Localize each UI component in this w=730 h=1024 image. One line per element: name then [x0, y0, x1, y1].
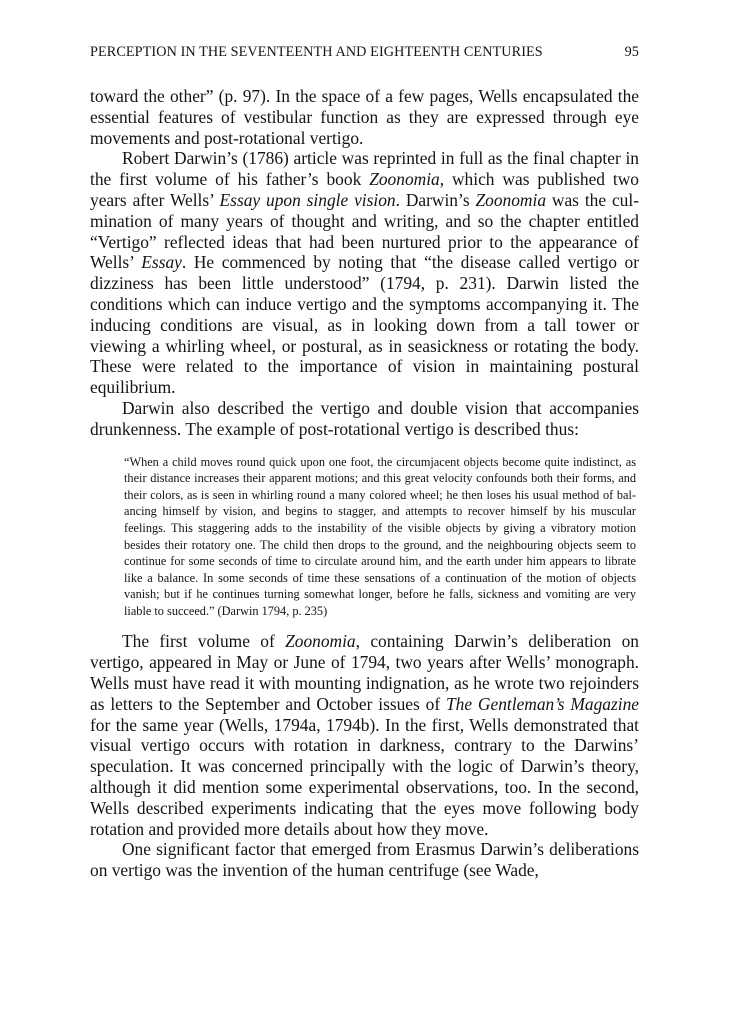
paragraph	[90, 631, 639, 839]
text-run: Darwin also described the vertigo and double vision that accompanies drunkenness. The example of post-rotational vertigo is described thus:	[90, 397, 639, 439]
paragraph	[90, 398, 639, 440]
body-text	[90, 86, 639, 881]
italic-text: Zoonomia	[475, 189, 547, 210]
text-run: One significant factor that emerged from Erasmus Darwin’s deliberations on vertigo was the invention of the human centrifuge (see Wade,	[90, 839, 639, 881]
paragraph	[90, 839, 639, 881]
text-run: , which was published two years after Wells’	[90, 169, 639, 210]
text-run: “When a child moves round quick upon one foot, the circumjacent objects become quite indistinct, as their distance increases their apparent motions; and this great velocity confounds both their forms, and their colors, as is seen in whirling round a many colored wheel; he then loses his usual method of balancing himself by vision, and begins to stagger, and attempts to recover himself by his muscular feelings. This staggering adds to the instability of the visible objects by giving a vibratory motion besides their rotatory one. The child then drops to the ground, and the neighbouring objects seem to continue for some seconds of time to circulate around him, and the earth under him appears to librate like a balance. In some seconds of time these sensations of a continuation of the motion of objects vanish; but if he continues turning somewhat longer, before he falls, sickness and vomiting are very liable to succeed.” (Darwin 1794, p. 235)	[124, 454, 636, 618]
italic-text: Essay upon single vision	[219, 189, 396, 210]
block-quote	[124, 454, 636, 620]
paragraph	[90, 148, 639, 398]
text-run: , containing Darwin’s deliberation on vertigo, appeared in May or June of 1794, two years after Wells’ monograph. Wells must have read it with mounting indignation, as he wrote two rejoinders as letters to the September and October issues of	[90, 631, 639, 714]
italic-text: Essay	[141, 252, 182, 273]
running-head-title: PERCEPTION IN THE SEVENTEENTH AND EIGHTEENTH CENTURIES	[90, 44, 543, 60]
text-run: was the culmination of many years of thought and writing, and so the chapter entitled “Vertigo” reflected ideas that had been nurtured prior to the appearance of Wells’	[90, 189, 639, 273]
text-run: . Darwin’s	[395, 189, 476, 210]
italic-text: The Gentleman’s Magazine	[445, 693, 639, 714]
text-run: The first volume of	[122, 631, 286, 652]
italic-text: Zoonomia	[369, 169, 440, 190]
text-run: Robert Darwin’s (1786) article was reprinted in full as the final chapter in the first volume of his father’s book	[90, 148, 639, 190]
text-run: toward the other” (p. 97). In the space of a few pages, Wells encapsulated the essential features of vestibular function as they are expressed through eye movements and post-rotational vertigo.	[90, 86, 639, 148]
italic-text: Zoonomia	[285, 631, 356, 652]
text-run: for the same year (Wells, 1794a, 1794b). In the first, Wells demonstrated that visual vertigo occurs with rotation in darkness, contrary to the Darwins’ speculation. It was concerned principally with the logic of Darwin’s theory, although it did mention some experimental observations, too. In the second, Wells described experiments indicating that the eyes move following body rotation and provided more details about how they move.	[90, 714, 639, 839]
page-number: 95	[624, 44, 639, 60]
paragraph	[90, 86, 639, 148]
text-run: . He commenced by noting that “the disease called vertigo or dizziness has been little understood” (1794, p. 231). Darwin listed the conditions which can induce vertigo and the symptoms accompanying it. The inducing conditions are visual, as in looking down from a tall tower or viewing a whirling wheel, or postural, as in seasickness or rotating the body. These were related to the importance of vision in maintaining postural equilibrium.	[90, 252, 639, 398]
